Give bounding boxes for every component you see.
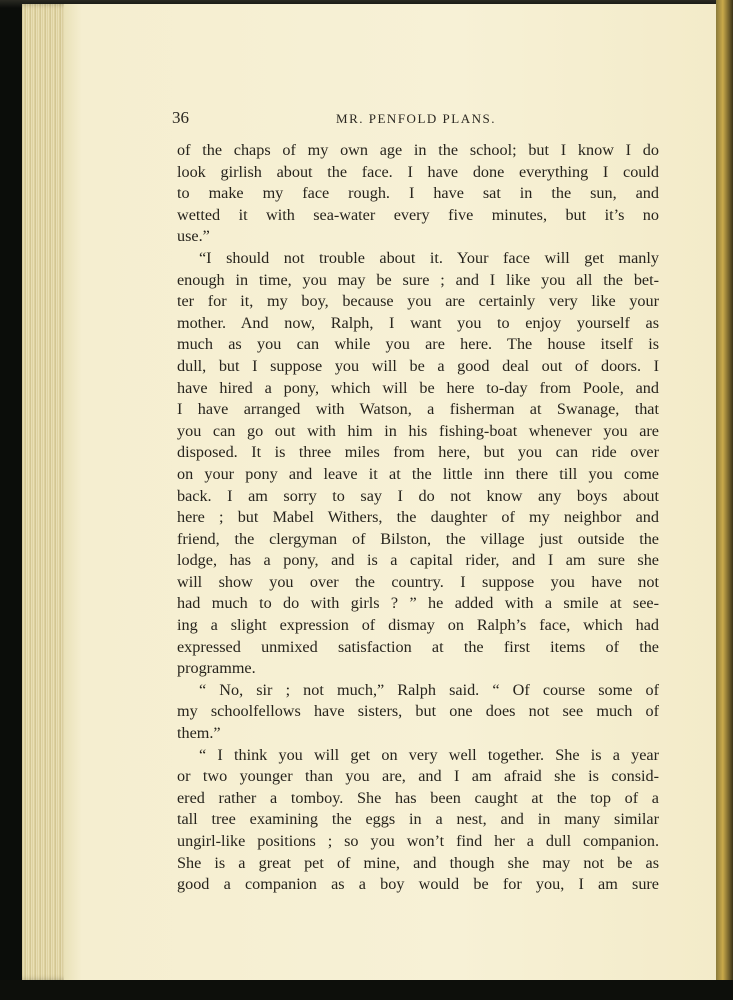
text-line: ter for it, my boy, because you are certainly very like your bbox=[177, 292, 659, 311]
page-header bbox=[172, 108, 660, 130]
text-line: to make my face rough. I have sat in the sun, and bbox=[177, 184, 659, 203]
paragraph bbox=[177, 680, 659, 745]
book-cover-edge bbox=[716, 0, 733, 1000]
text-line: of the chaps of my own age in the school; but I know I do bbox=[177, 141, 659, 159]
text-line: “I should not trouble about it. Your face will get manly bbox=[199, 248, 659, 267]
text-line: use.” bbox=[177, 227, 210, 246]
text-line: them.” bbox=[177, 724, 221, 743]
text-line: She is a great pet of mine, and though she may not be as bbox=[177, 853, 659, 872]
text-line: had much to do with girls ? ” he added with a smile at see- bbox=[177, 594, 659, 613]
text-line: friend, the clergyman of Bilston, the village just outside the bbox=[177, 529, 659, 548]
text-line: much as you can while you are here. The house itself is bbox=[177, 335, 659, 354]
text-line: mother. And now, Ralph, I want you to enjoy yourself as bbox=[177, 313, 659, 332]
text-line: ungirl-like positions ; so you won’t find her a dull companion. bbox=[177, 832, 659, 850]
running-head: MR. PENFOLD PLANS. bbox=[336, 111, 496, 126]
text-line: back. I am sorry to say I do not know any boys about bbox=[177, 486, 659, 505]
text-line: wetted it with sea-water every five minutes, but it’s no bbox=[177, 205, 659, 224]
text-line: dull, but I suppose you will be a good deal out of doors. I bbox=[177, 356, 659, 375]
text-line: disposed. It is three miles from here, but you can ride over bbox=[177, 443, 659, 462]
text-line: I have arranged with Watson, a fisherman at Swanage, that bbox=[177, 400, 659, 419]
paragraph bbox=[177, 140, 659, 248]
text-line: programme. bbox=[177, 659, 256, 678]
text-line: or two younger than you are, and I am afraid she is consid- bbox=[177, 767, 659, 786]
text-line: good a companion as a boy would be for you, I am sure bbox=[177, 875, 659, 894]
scan-background bbox=[0, 980, 733, 1000]
text-line: “ No, sir ; not much,” Ralph said. “ Of course some of bbox=[199, 680, 659, 699]
text-line: tall tree examining the eggs in a nest, and in many similar bbox=[177, 810, 659, 829]
text-line: look girlish about the face. I have done everything I could bbox=[177, 162, 659, 181]
body-text bbox=[177, 140, 659, 896]
text-line: expressed unmixed satisfaction at the first items of the bbox=[177, 637, 659, 656]
text-line: you can go out with him in his fishing-boat whenever you are bbox=[177, 421, 659, 440]
paragraph bbox=[177, 248, 659, 680]
text-line: my schoolfellows have sisters, but one does not see much of bbox=[177, 702, 659, 721]
text-line: here ; but Mabel Withers, the daughter of my neighbor and bbox=[177, 508, 659, 527]
text-line: enough in time, you may be sure ; and I like you all the bet- bbox=[177, 270, 659, 289]
page-number: 36 bbox=[172, 108, 189, 127]
text-line: have hired a pony, which will be here to-day from Poole, and bbox=[177, 378, 659, 397]
page-stack-edge bbox=[22, 4, 70, 980]
text-line: on your pony and leave it at the little inn there till you come bbox=[177, 464, 659, 483]
text-line: will show you over the country. I suppose you have not bbox=[177, 572, 659, 591]
text-line: lodge, has a pony, and is a capital rider, and I am sure she bbox=[177, 551, 659, 570]
paragraph bbox=[177, 745, 659, 896]
text-line: ing a slight expression of dismay on Ralph’s face, which had bbox=[177, 616, 659, 635]
text-line: ered rather a tomboy. She has been caught at the top of a bbox=[177, 788, 659, 807]
text-line: “ I think you will get on very well together. She is a year bbox=[199, 745, 659, 764]
